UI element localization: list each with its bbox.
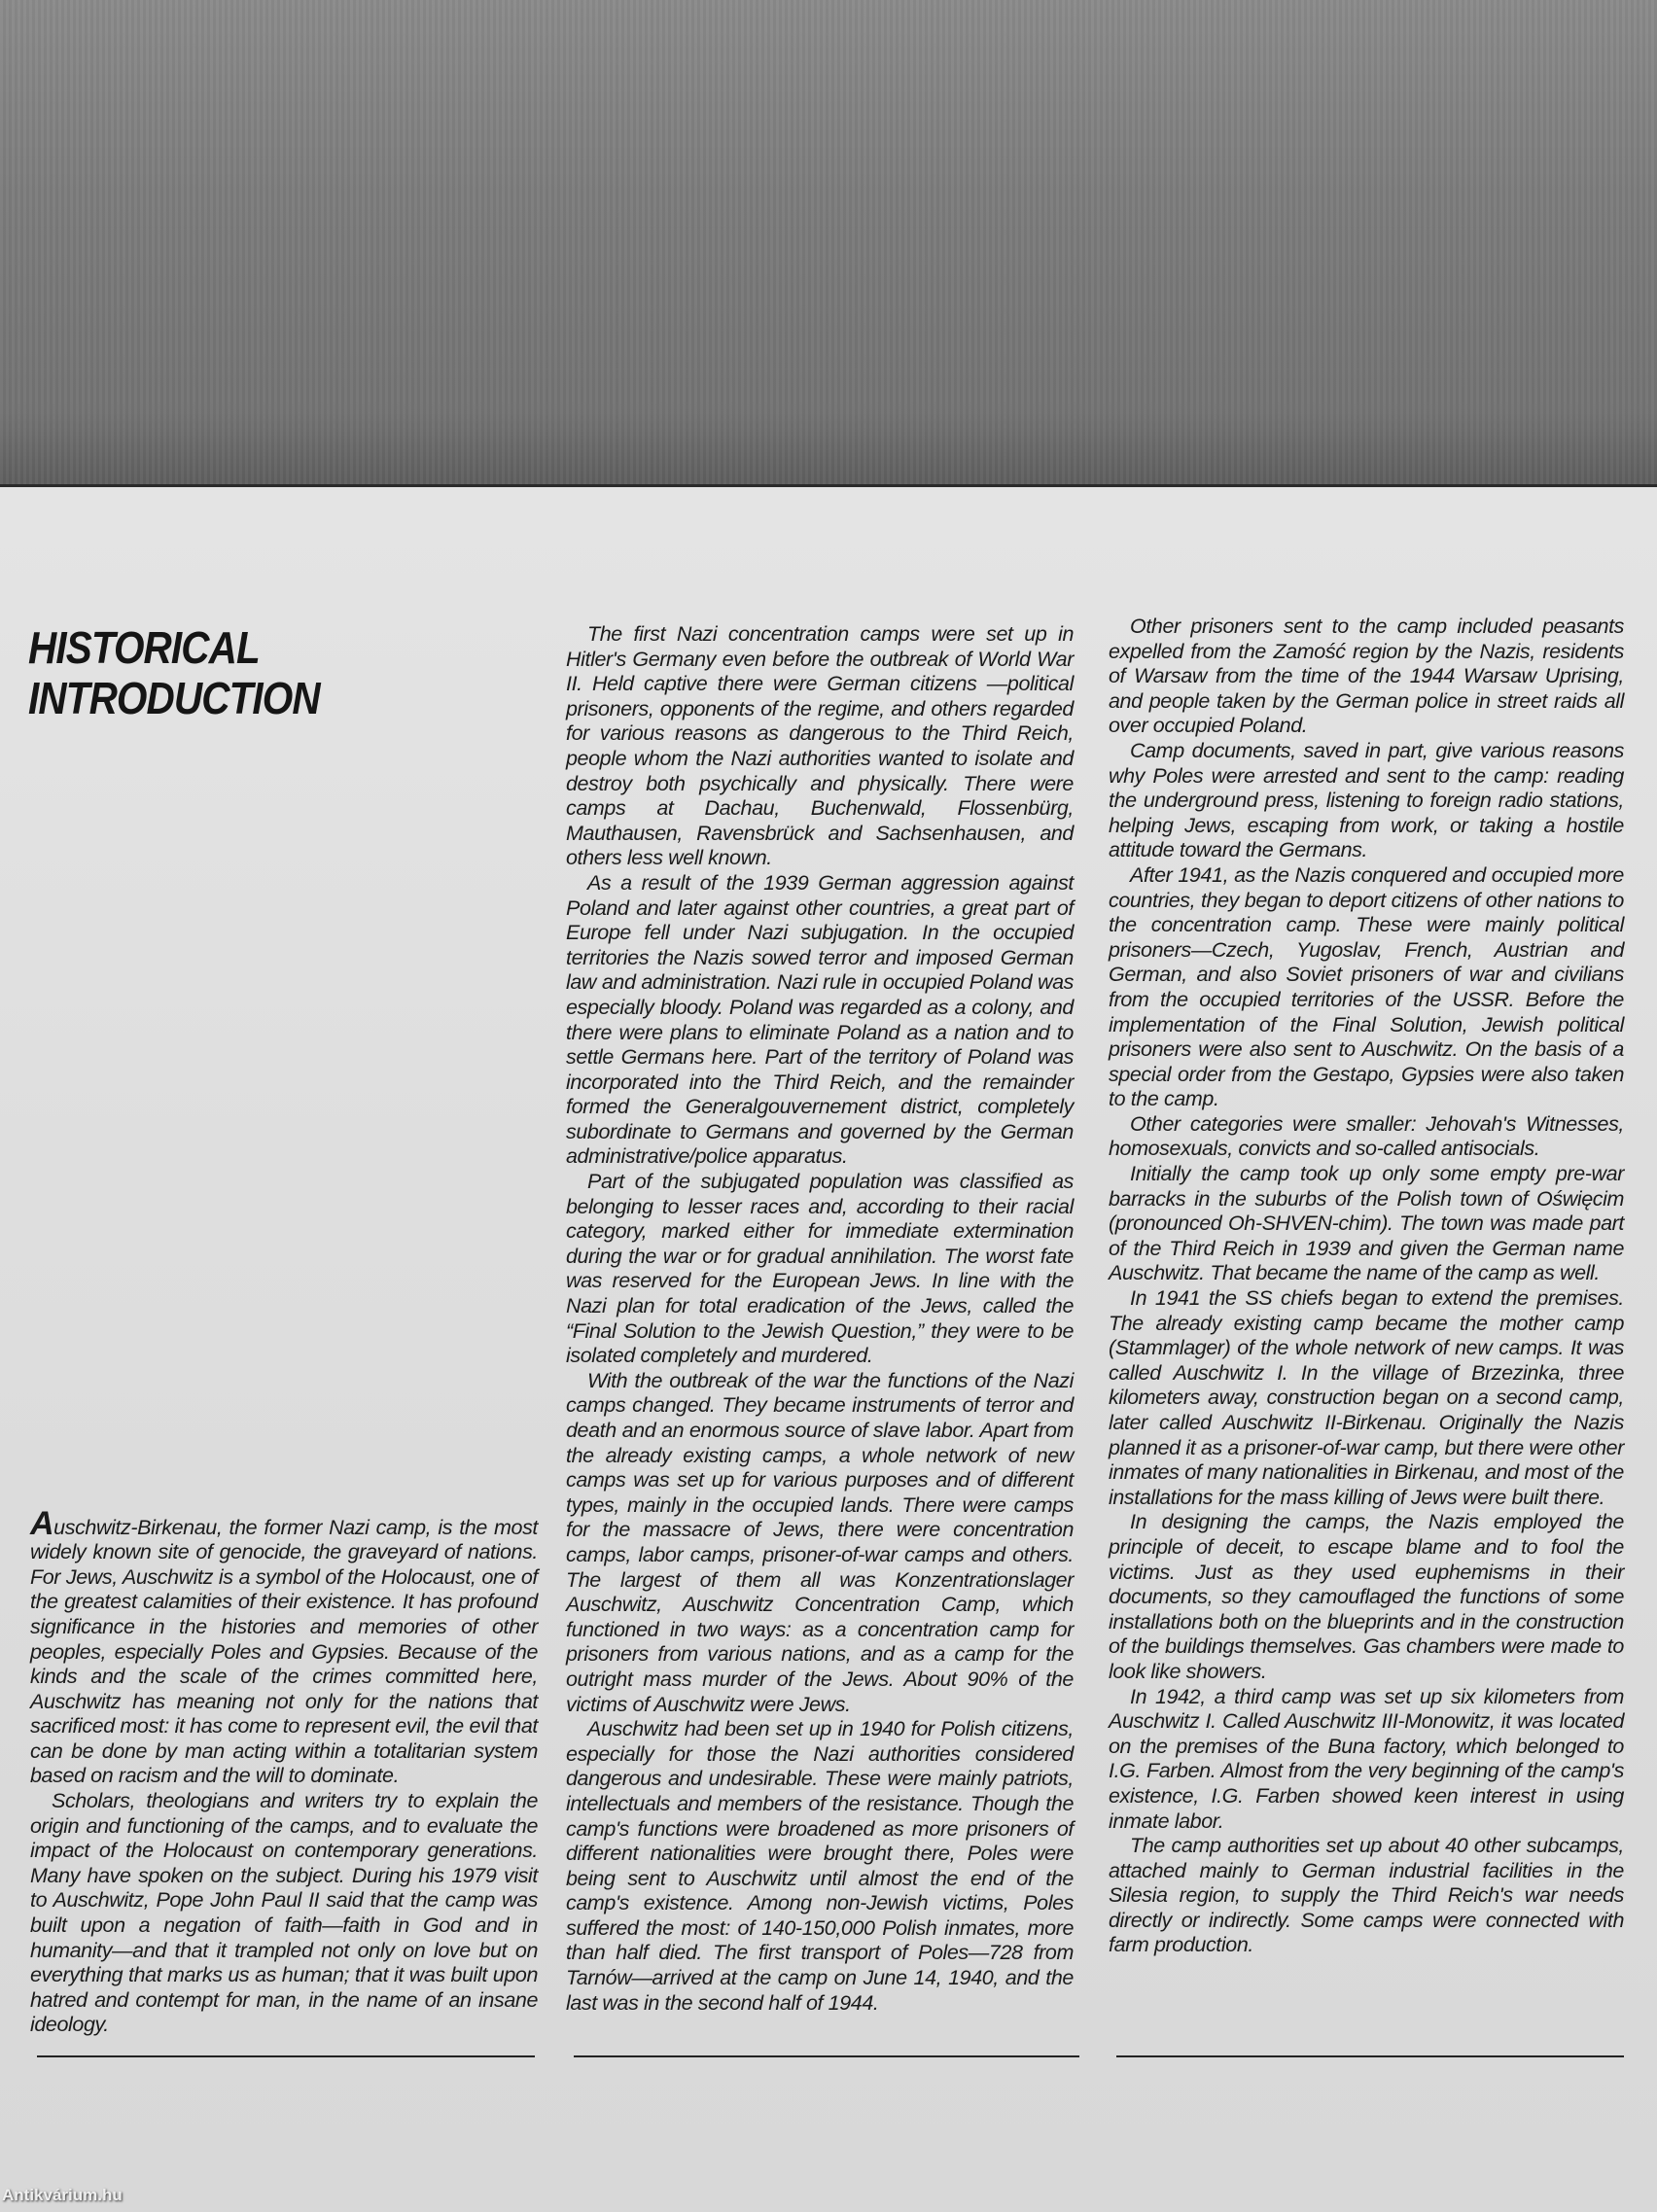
watermark: Antikvárium.hu <box>2 2186 123 2204</box>
paragraph: Other prisoners sent to the camp included peasants expelled from the Zamość region by the Nazis, residents of Warsaw from the time of the 1944 Warsaw Uprising, and people taken by the German police in street raids all over occupied Poland. <box>1109 614 1624 738</box>
paragraph: In 1942, a third camp was set up six kilometers from Auschwitz I. Called Auschwitz III-Monowitz, it was located on the premises of the Buna factory, which belonged to I.G. Farben. Almost from the very beginning of the camp's existence, I.G. Farben showed keen interest in using inmate labor. <box>1109 1684 1624 1833</box>
paragraph: The first Nazi concentration camps were set up in Hitler's Germany even before the outbreak of World War II. Held captive there were German citizens —political prisoners, opponents of the regime, and others regarded for various reasons as dangerous to the Third Reich, people whom the Nazi authorities wanted to isolate and destroy both psychically and physically. There were camps at Dachau, Buchenwald, Flossenbürg, Mauthausen, Ravensbrück and Sachsenhausen, and others less well known. <box>566 622 1074 870</box>
paragraph: As a result of the 1939 German aggression against Poland and later against other countries, a great part of Europe fell under Nazi subjugation. In the occupied territories the Nazis sowed terror and imposed German law and administration. Nazi rule in occupied Poland was especially bloody. Poland was regarded as a colony, and there were plans to eliminate Poland as a nation and to settle Germans here. Part of the territory of Poland was incorporated into the Third Reich, and the remainder formed the Generalgouvernement district, completely subordinate to Germans and governed by the German administrative/police apparatus. <box>566 870 1074 1169</box>
text-column-2 <box>566 622 1074 2016</box>
paragraph: Scholars, theologians and writers try to explain the origin and functioning of the camps, and to evaluate the impact of the Holocaust on contemporary generations. Many have spoken on the subject. During his 1979 visit to Auschwitz, Pope John Paul II said that the camp was built upon a negation of faith—faith in God and in humanity—and that it trampled not only on love but on everything that marks us as human; that it was built upon hatred and contempt for man, in the name of an insane ideology. <box>30 1789 538 2037</box>
title-line-1: HISTORICAL <box>28 622 260 673</box>
text-column-3 <box>1109 614 1624 1958</box>
paragraph: Auschwitz had been set up in 1940 for Polish citizens, especially for those the Nazi authorities considered dangerous and undesirable. These were mainly patriots, intellectuals and members of the resistance. Though the camp's functions were broadened as more prisoners of different nationalities were brought there, Poles were being sent to Auschwitz until almost the end of the camp's existence. Among non-Jewish victims, Poles suffered the most: of 140-150,000 Polish inmates, more than half died. The first transport of Poles—728 from Tarnów—arrived at the camp on June 14, 1940, and the last was in the second half of 1944. <box>566 1717 1074 2015</box>
drop-cap: A <box>30 1504 54 1542</box>
paragraph: Auschwitz-Birkenau, the former Nazi camp, is the most widely known site of genocide, the graveyard of nations. For Jews, Auschwitz is a symbol of the Holocaust, one of the greatest calamities of their existence. It has profound significance in the histories and memories of other peoples, especially Poles and Gypsies. Because of the kinds and the scale of the crimes committed here, Auschwitz has meaning not only for the nations that sacrificed most: it has come to represent evil, the evil that can be done by man acting within a totalitarian system based on racism and the will to dominate. <box>30 1504 538 1788</box>
page-title <box>28 622 320 723</box>
paragraph: With the outbreak of the war the functions of the Nazi camps changed. They became instruments of terror and death and an enormous source of slave labor. Apart from the already existing camps, a whole network of new camps was set up for various purposes and of different types, mainly in the occupied lands. There were camps for the massacre of Jews, there were concentration camps, labor camps, prisoner-of-war camps and others. The largest of them all was Konzentrationslager Auschwitz, Auschwitz Concentration Camp, which functioned in two ways: as a concentration camp for prisoners from various nations, and as a camp for the outright mass murder of the Jews. About 90% of the victims of Auschwitz were Jews. <box>566 1368 1074 1716</box>
paragraph: Part of the subjugated population was classified as belonging to lesser races and, according to their racial category, marked either for immediate extermination during the war or for gradual annihilation. The worst fate was reserved for the European Jews. In line with the Nazi plan for total eradication of the Jews, called the “Final Solution to the Jewish Question,” they were to be isolated completely and murdered. <box>566 1170 1074 1368</box>
paragraph: Camp documents, saved in part, give various reasons why Poles were arrested and sent to the camp: reading the underground press, listening to foreign radio stations, helping Jews, escaping from work, or taking a hostile attitude toward the Germans. <box>1109 738 1624 862</box>
paragraph: After 1941, as the Nazis conquered and occupied more countries, they began to deport citizens of other nations to the concentration camp. These were mainly political prisoners—Czech, Yugoslav, French, Austrian and German, and also Soviet prisoners of war and civilians from the occupied territories of the USSR. Before the implementation of the Final Solution, Jewish political prisoners were also sent to Auschwitz. On the basis of a special order from the Gestapo, Gypsies were also taken to the camp. <box>1109 862 1624 1111</box>
paragraph: In designing the camps, the Nazis employed the principle of deceit, to escape blame and to fool the victims. Just as they used euphemisms in their documents, so they camouflaged the functions of some installations both on the blueprints and in the construction of the buildings themselves. Gas chambers were made to look like showers. <box>1109 1510 1624 1683</box>
text-column-1 <box>30 1504 538 2038</box>
paragraph: The camp authorities set up about 40 other subcamps, attached mainly to German industrial facilities in the Silesia region, to supply the Third Reich's war needs directly or indirectly. Some camps were connected with farm production. <box>1109 1834 1624 1957</box>
title-line-2: INTRODUCTION <box>28 673 320 723</box>
paragraph: In 1941 the SS chiefs began to extend the premises. The already existing camp became the mother camp (Stammlager) of the whole network of new camps. It was called Auschwitz I. In the village of Brzezinka, three kilometers away, construction began on a second camp, later called Auschwitz II-Birkenau. Originally the Nazis planned it as a prisoner-of-war camp, but there were other inmates of many nationalities in Birkenau, and most of the installations for the mass killing of Jews were built there. <box>1109 1286 1624 1509</box>
paragraph: Other categories were smaller: Jehovah's Witnesses, homosexuals, convicts and so-called antisocials. <box>1109 1111 1624 1161</box>
column-1-rule <box>37 2055 535 2057</box>
paragraph: Initially the camp took up only some empty pre-war barracks in the suburbs of the Polish town of Oświęcim (pronounced Oh-SHVEN-chim). The town was made part of the Third Reich in 1939 and given the German name Auschwitz. That became the name of the camp as well. <box>1109 1162 1624 1285</box>
background-wall <box>0 0 1657 486</box>
column-3-rule <box>1116 2055 1624 2057</box>
column-2-rule <box>574 2055 1079 2057</box>
